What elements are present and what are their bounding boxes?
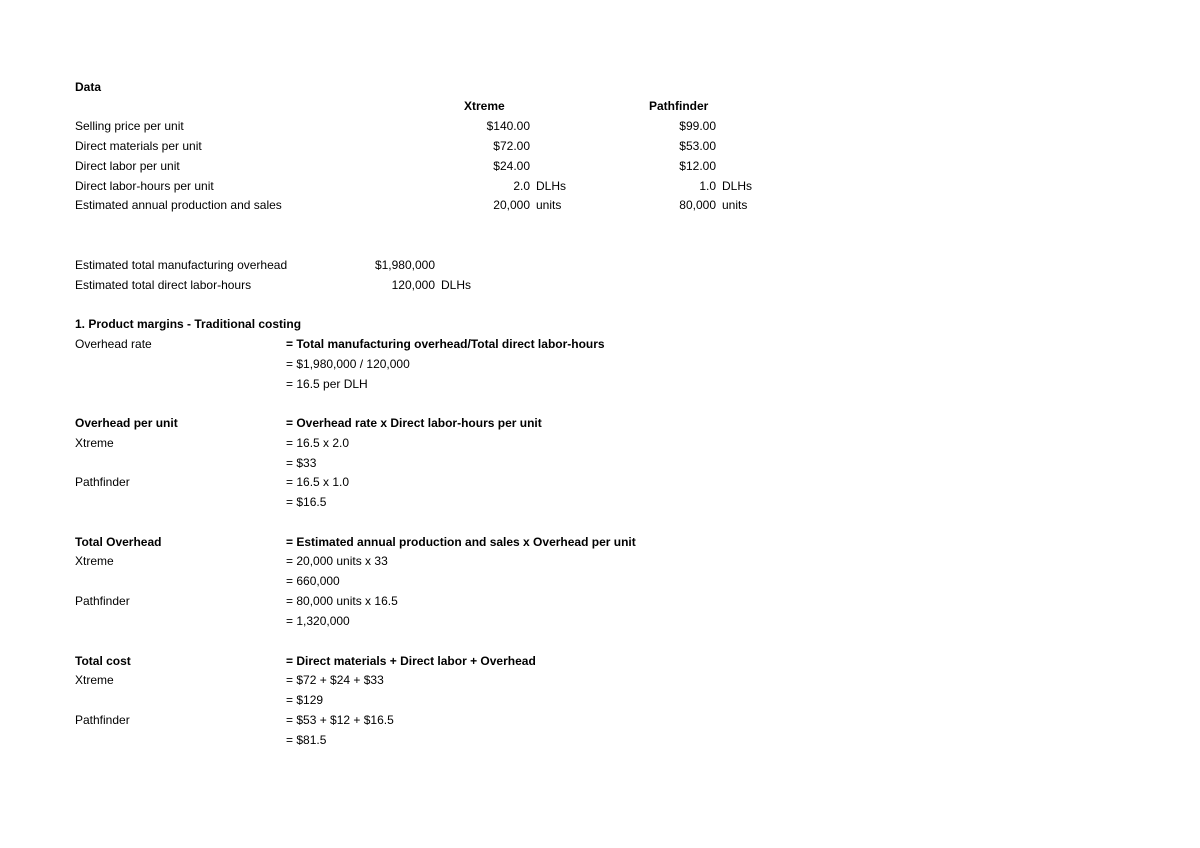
total-cost-label: Total cost: [75, 654, 131, 668]
row-label: Direct labor per unit: [75, 159, 180, 173]
section-title: 1. Product margins - Traditional costing: [75, 317, 302, 331]
overhead-per-unit-formula: = Overhead rate x Direct labor-hours per unit: [286, 416, 542, 430]
pathfinder-value: $99.00: [679, 119, 716, 133]
col-header-xtreme: Xtreme: [464, 99, 505, 113]
calc-line: = $72 + $24 + $33: [286, 673, 384, 687]
pathfinder-value: $12.00: [679, 159, 716, 173]
xtreme-value: $72.00: [493, 139, 530, 153]
overhead-rate-result: = 16.5 per DLH: [286, 377, 368, 391]
xtreme-value: $140.00: [486, 119, 530, 133]
pathfinder-unit: DLHs: [722, 179, 753, 193]
pathfinder-value: 1.0: [699, 179, 716, 193]
total-overhead-formula: = Estimated annual production and sales x Overhead per unit: [286, 535, 636, 549]
product-label-xtreme: Xtreme: [75, 436, 114, 450]
pathfinder-value: $53.00: [679, 139, 716, 153]
result-line: = $16.5: [286, 495, 327, 509]
overhead-per-unit-label: Overhead per unit: [75, 416, 178, 430]
estimate-label: Estimated total direct labor-hours: [75, 278, 252, 292]
result-line: = 660,000: [286, 574, 340, 588]
calc-line: = $53 + $12 + $16.5: [286, 713, 394, 727]
xtreme-unit: units: [536, 198, 562, 212]
row-label: Estimated annual production and sales: [75, 198, 282, 212]
xtreme-value: 20,000: [493, 198, 530, 212]
product-label-pathfinder: Pathfinder: [75, 594, 130, 608]
product-label-xtreme: Xtreme: [75, 554, 114, 568]
calc-line: = 16.5 x 2.0: [286, 436, 350, 450]
product-label-xtreme: Xtreme: [75, 673, 114, 687]
overhead-rate-label: Overhead rate: [75, 337, 152, 351]
total-cost-formula: = Direct materials + Direct labor + Overhead: [286, 654, 536, 668]
estimate-label: Estimated total manufacturing overhead: [75, 258, 288, 272]
data-title: Data: [75, 80, 102, 94]
pathfinder-unit: units: [722, 198, 748, 212]
total-overhead-label: Total Overhead: [75, 535, 162, 549]
estimate-value: $1,980,000: [374, 258, 435, 272]
col-header-pathfinder: Pathfinder: [649, 99, 709, 113]
overhead-rate-calc: = $1,980,000 / 120,000: [286, 357, 410, 371]
estimate-unit: DLHs: [441, 278, 472, 292]
xtreme-value: 2.0: [513, 179, 530, 193]
calc-line: = 80,000 units x 16.5: [286, 594, 398, 608]
product-label-pathfinder: Pathfinder: [75, 475, 130, 489]
xtreme-value: $24.00: [493, 159, 530, 173]
row-label: Selling price per unit: [75, 119, 184, 133]
estimate-value: 120,000: [391, 278, 435, 292]
row-label: Direct labor-hours per unit: [75, 179, 214, 193]
result-line: = $33: [286, 456, 317, 470]
row-label: Direct materials per unit: [75, 139, 202, 153]
overhead-rate-formula: = Total manufacturing overhead/Total direct labor-hours: [286, 337, 605, 351]
product-label-pathfinder: Pathfinder: [75, 713, 130, 727]
calc-line: = 20,000 units x 33: [286, 554, 388, 568]
result-line: = $81.5: [286, 733, 327, 747]
pathfinder-value: 80,000: [679, 198, 716, 212]
result-line: = 1,320,000: [286, 614, 350, 628]
calc-line: = 16.5 x 1.0: [286, 475, 350, 489]
xtreme-unit: DLHs: [536, 179, 567, 193]
result-line: = $129: [286, 693, 324, 707]
